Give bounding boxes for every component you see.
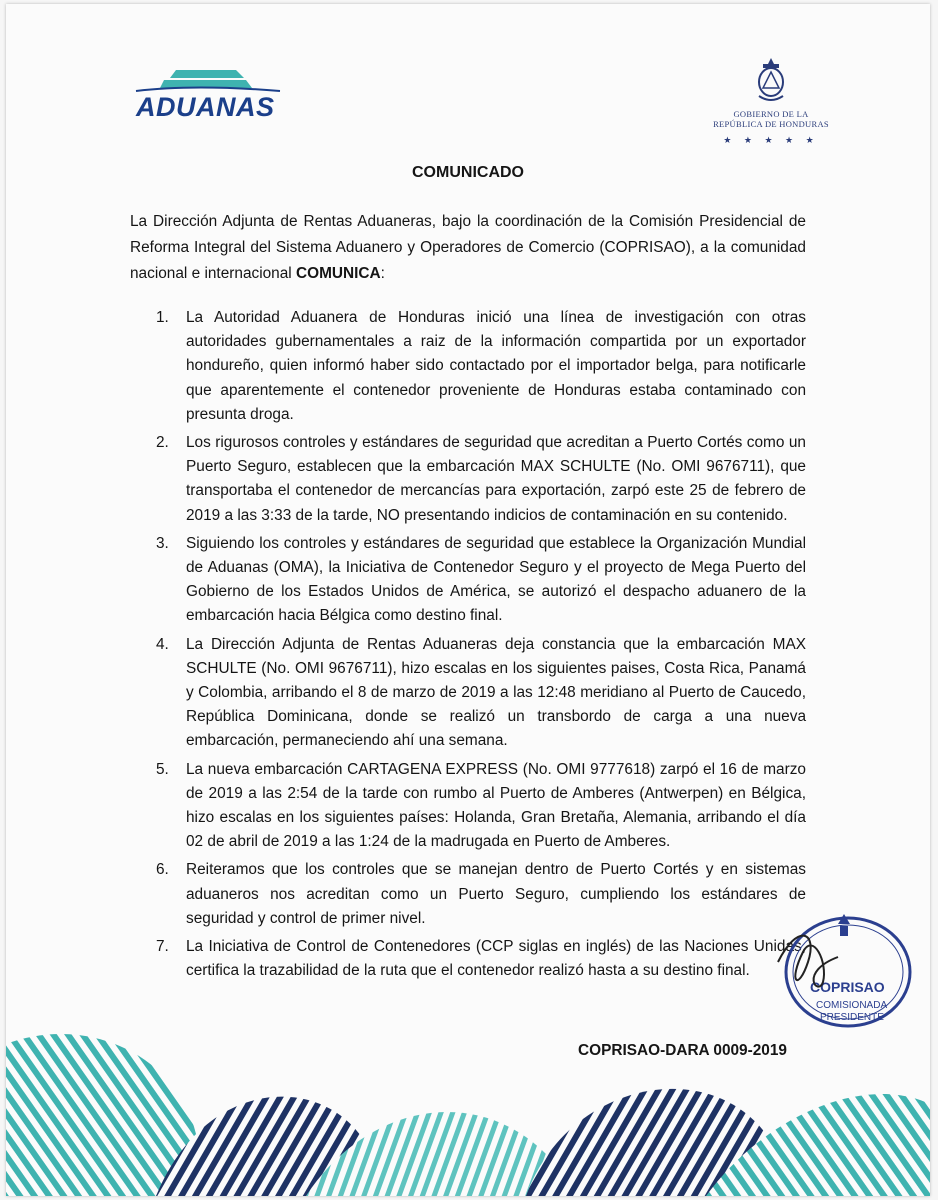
gov-name-line2: REPÚBLICA DE HONDURAS (713, 119, 829, 129)
decorative-waves (6, 1014, 930, 1196)
item-text: Reiteramos que los controles que se manejan dentro de Puerto Cortés y en sistemas aduaneros nos acreditan como un Puerto Seguro, cumpliendo los estándares de seguridad y control de primer nivel. (186, 861, 806, 927)
item-text: La Autoridad Aduanera de Honduras inició una línea de investigación con otras autoridades gubernamentales a raiz de la información compartida por un exportador hondureño, quien informó haber sido contactado por el importador belga, para notificarle que aparentemente el contenedor proveniente de Honduras estaba contaminado con presunta droga. (186, 309, 806, 423)
item-number: 6. (156, 861, 169, 879)
list-item (156, 532, 806, 629)
item-text: Siguiendo los controles y estándares de seguridad que establece la Organización Mundial de Aduanas (OMA), la Iniciativa de Contenedor Seguro y el proyecto de Mega Puerto del Gobierno de los Estados Unidos de América, se autorizó el despacho aduanero de la embarcación hacia Bélgica como destino final. (186, 534, 806, 625)
list-item (156, 758, 806, 855)
honduras-government-logo (711, 56, 831, 148)
numbered-list (156, 306, 806, 987)
gov-name-line1: GOBIERNO DE LA (733, 109, 809, 119)
stamp-text-2: COMISIONADA (816, 1000, 888, 1011)
document-page (6, 4, 930, 1196)
intro-bold-word: COMUNICA (296, 265, 381, 282)
document-title: COMUNICADO (412, 164, 524, 181)
intro-paragraph (130, 209, 806, 287)
intro-end: : (380, 265, 385, 282)
stars-icon: ★ ★ ★ ★ ★ (723, 135, 819, 145)
item-number: 1. (156, 309, 169, 326)
item-text: Los rigurosos controles y estándares de seguridad que acreditan a Puerto Cortés como un Puerto Seguro, establecen que la embarcación MAX SCHULTE (No. OMI 9676711), que transportaba el contenedor de mercancías para exportación, zarpó este 25 de febrero de 2019 a las 3:33 de la tarde, NO presentando indicios de contaminación en su contenido. (186, 434, 806, 524)
item-number: 5. (156, 760, 169, 778)
list-item (156, 935, 806, 983)
list-item (156, 306, 806, 427)
reference-code: COPRISAO-DARA 0009-2019 (578, 1042, 787, 1059)
item-text: La nueva embarcación CARTAGENA EXPRESS (No. OMI 9777618) zarpó el 16 de marzo de 2019 a las 2:54 de la tarde con rumbo al Puerto de Amberes (Antwerpen) en Bélgica, hizo escalas en los siguientes países: Holanda, Gran Bretaña, Alemania, arribando el día 02 de abril de 2019 a las 1:24 de la madrugada en Puerto de Amberes. (186, 760, 806, 851)
official-stamp-icon (768, 902, 918, 1040)
aduanas-logo-text: ADUANAS (136, 92, 275, 122)
intro-text: La Dirección Adjunta de Rentas Aduaneras, bajo la coordinación de la Comisión Presidencial de Reforma Integral del Sistema Aduanero y Operadores de Comercio (COPRISAO), a la comunidad nacional e internacional (130, 213, 806, 282)
stamp-text-1: COPRISAO (810, 979, 885, 995)
list-item (156, 431, 806, 528)
list-item (156, 633, 806, 754)
stamp-text-3: PRESIDENTE (820, 1012, 884, 1023)
item-text: La Dirección Adjunta de Rentas Aduaneras deja constancia que la embarcación MAX SCHULTE (No. OMI 9676711), hizo escalas en los siguientes paises, Costa Rica, Panamá y Colombia, arribando el 8 de marzo de 2019 a las 12:48 meridiano al Puerto de Caucedo, República Dominicana, donde se realizó un transbordo de carga a una nueva embarcación, permaneciendo ahí una semana. (186, 635, 806, 750)
item-number: 3. (156, 534, 169, 552)
coat-of-arms-icon (753, 56, 789, 104)
item-number: 7. (156, 938, 169, 956)
list-item (156, 858, 806, 931)
item-number: 2. (156, 434, 169, 452)
item-text: La Iniciativa de Control de Contenedores (CCP siglas en inglés) de las Naciones Unidas, certifica la trazabilidad de la ruta que el contenedor realizó hasta a su destino final. (186, 938, 806, 980)
item-number: 4. (156, 635, 169, 653)
